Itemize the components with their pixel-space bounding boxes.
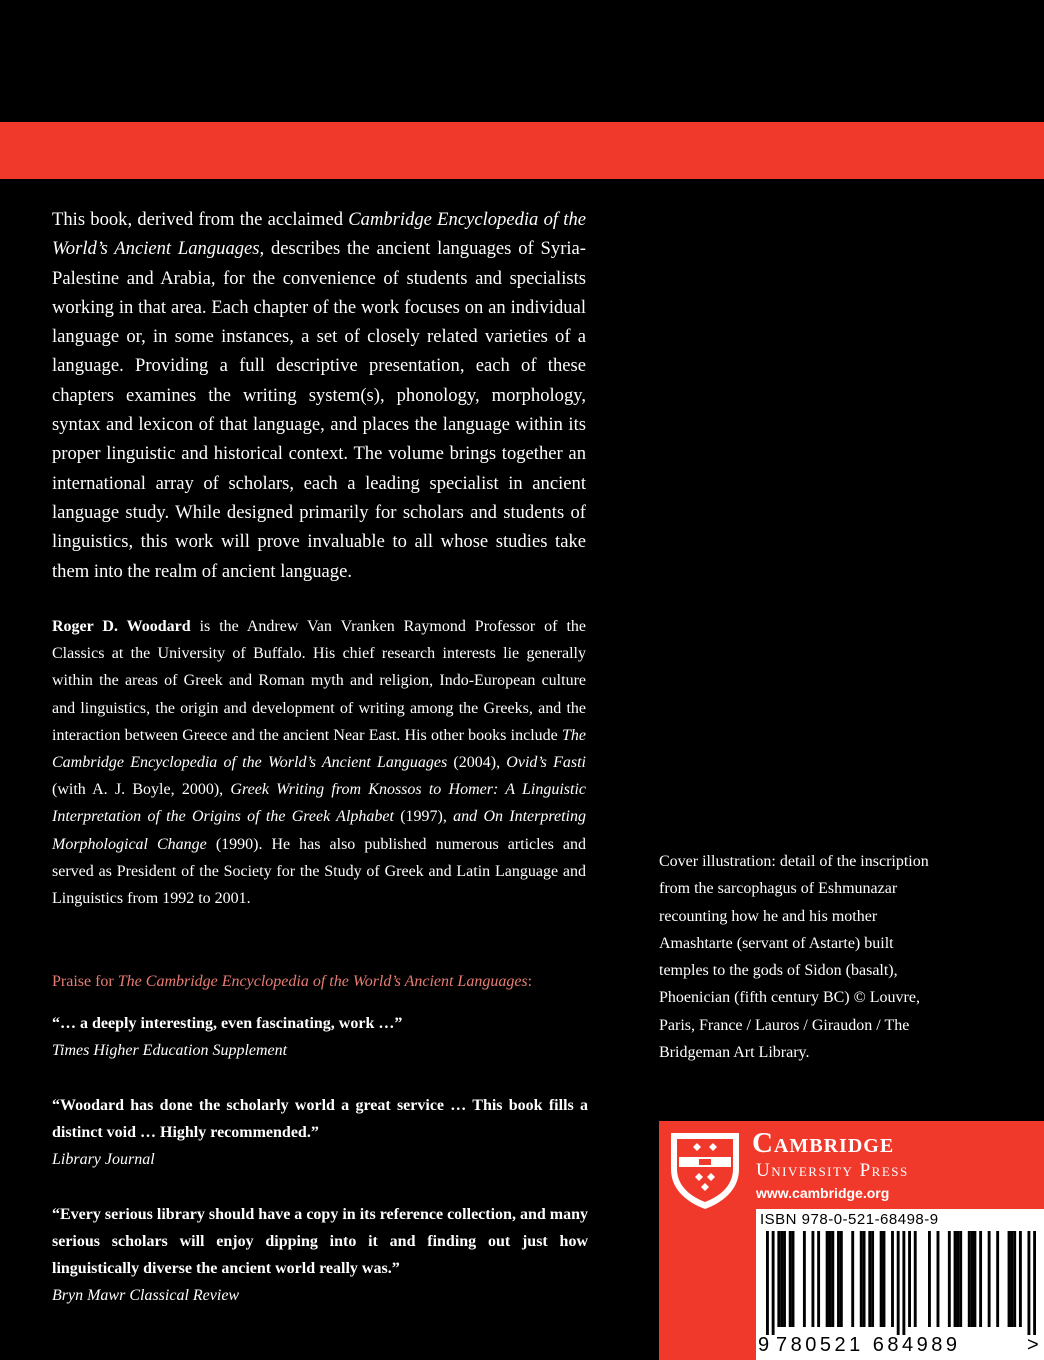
barcode-bar: [1013, 1231, 1016, 1327]
barcode-bar: [868, 1231, 871, 1327]
barcode-bar: [811, 1231, 814, 1327]
quote-source: Times Higher Education Supplement: [52, 1042, 288, 1059]
barcode-bar: [1010, 1231, 1013, 1327]
cambridge-shield-icon: [665, 1129, 745, 1211]
barcode-bar: [979, 1231, 982, 1327]
barcode-bar: [1019, 1231, 1022, 1327]
barcode-bar: [860, 1231, 863, 1327]
publisher-box: [659, 1121, 1044, 1360]
barcode-bar: [829, 1231, 832, 1327]
barcode-bar: [792, 1231, 795, 1327]
barcode-bar: [826, 1231, 829, 1327]
barcode-bar: [908, 1231, 911, 1327]
barcode: [766, 1231, 1036, 1335]
praise-quote: [52, 1092, 588, 1173]
praise-quote: [52, 1201, 588, 1309]
barcode-bar: [968, 1231, 971, 1327]
barcode-first-digit: 9: [758, 1334, 770, 1356]
barcode-bar: [840, 1231, 843, 1327]
barcode-arrow: >: [1027, 1334, 1039, 1356]
barcode-bar: [1033, 1231, 1036, 1335]
barcode-bar: [891, 1231, 894, 1327]
barcode-bar: [863, 1231, 866, 1327]
barcode-bar: [871, 1231, 874, 1327]
barcode-bar: [766, 1231, 769, 1335]
barcode-bar: [956, 1231, 959, 1327]
barcode-bar: [883, 1231, 886, 1327]
publisher-subtitle: University Press: [756, 1160, 909, 1181]
barcode-bar: [803, 1231, 806, 1327]
barcode-bar: [837, 1231, 840, 1327]
barcode-number: 780521 684989: [776, 1334, 961, 1356]
publisher-name: Cambridge: [752, 1127, 895, 1159]
isbn-label: ISBN 978-0-521-68498-9: [760, 1211, 939, 1228]
barcode-bar: [959, 1231, 962, 1327]
barcode-bar: [1027, 1231, 1030, 1335]
quote-source: Bryn Mawr Classical Review: [52, 1287, 240, 1304]
barcode-bar: [937, 1231, 940, 1327]
quote-text: “Every serious library should have a copy in its reference collection, and many serious scholars will enjoy dipping into it and finding out just how linguistically diverse the ancient world really was.”: [52, 1206, 588, 1277]
barcode-bar: [780, 1231, 783, 1327]
author-bio: Roger D. Woodard is the Andrew Van Vranken Raymond Professor of the Classics at the University of Buffalo. His chief research interests lie generally within the areas of Greek and Roman myth and religion, Indo-European culture and linguistics, the origin and development of writing among the Greeks, and the interaction between Greece and the ancient Near East. His other books include The Cambridge Encyclopedia of the World’s Ancient Languages (2004), Ovid’s Fasti (with A. J. Boyle, 2000), Greek Writing from Knossos to Homer: A Linguistic Interpretation of the Origins of the Greek Alphabet (1997), and On Interpreting Morphological Change (1990). He has also published numerous articles and served as President of the Society for the Study of Greek and Latin Language and Linguistics from 1992 to 2001.: [52, 618, 587, 908]
barcode-bar: [973, 1231, 976, 1327]
barcode-bar: [914, 1231, 917, 1327]
barcode-bar: [971, 1231, 974, 1327]
barcode-bar: [831, 1231, 834, 1327]
barcode-bar: [851, 1231, 854, 1327]
barcode-bar: [902, 1231, 905, 1335]
barcode-bar: [777, 1231, 780, 1327]
quote-text: “… a deeply interesting, even fascinating, work …”: [52, 1015, 403, 1032]
praise-heading: Praise for The Cambridge Encyclopedia of the World’s Ancient Languages:: [52, 973, 533, 990]
barcode-bar: [948, 1231, 951, 1327]
barcode-bar: [954, 1231, 957, 1327]
author-name: Roger D. Woodard: [52, 618, 191, 635]
barcode-bar: [988, 1231, 991, 1327]
barcode-bar: [1008, 1231, 1011, 1327]
praise-quote: [52, 1010, 588, 1064]
top-red-band: [0, 122, 1044, 179]
barcode-bar: [880, 1231, 883, 1327]
publisher-url[interactable]: www.cambridge.org: [756, 1185, 890, 1201]
barcode-area: [756, 1209, 1044, 1360]
quote-source: Library Journal: [52, 1151, 155, 1168]
barcode-bar: [772, 1231, 775, 1335]
barcode-bar: [897, 1231, 900, 1335]
barcode-bar: [789, 1231, 792, 1327]
barcode-bar: [783, 1231, 786, 1327]
barcode-bar: [996, 1231, 999, 1327]
quote-text: “Woodard has done the scholarly world a great service … This book fills a distinct void … Highly recommended.”: [52, 1097, 588, 1141]
barcode-bar: [928, 1231, 931, 1327]
barcode-bar: [817, 1231, 820, 1327]
cover-illustration-credit: Cover illustration: detail of the inscription from the sarcophagus of Eshmunazar recounting how he and his mother Amashtarte (servant of Astarte) built temples to the gods of Sidon (basalt), Phoenician (fifth century BC) © Louvre, Paris, France / Lauros / Giraudon / The Bridgeman Art Library.: [659, 853, 929, 1062]
book-description: This book, derived from the acclaimed Cambridge Encyclopedia of the World’s Ancient Languages, describes the ancient languages of Syria-Palestine and Arabia, for the convenience of students and specialists working in that area. Each chapter of the work focuses on an individual language or, in some instances, a set of closely related varieties of a language. Providing a full descriptive presentation, each of these chapters examines the writing system(s), phonology, morphology, syntax and lexicon of that language, and places the language within its proper linguistic and historical context. The volume brings together an international array of scholars, each a leading specialist in ancient language study. While designed primarily for scholars and students of linguistics, this work will prove invaluable to all whose studies take them into the realm of ancient language.: [52, 209, 586, 582]
